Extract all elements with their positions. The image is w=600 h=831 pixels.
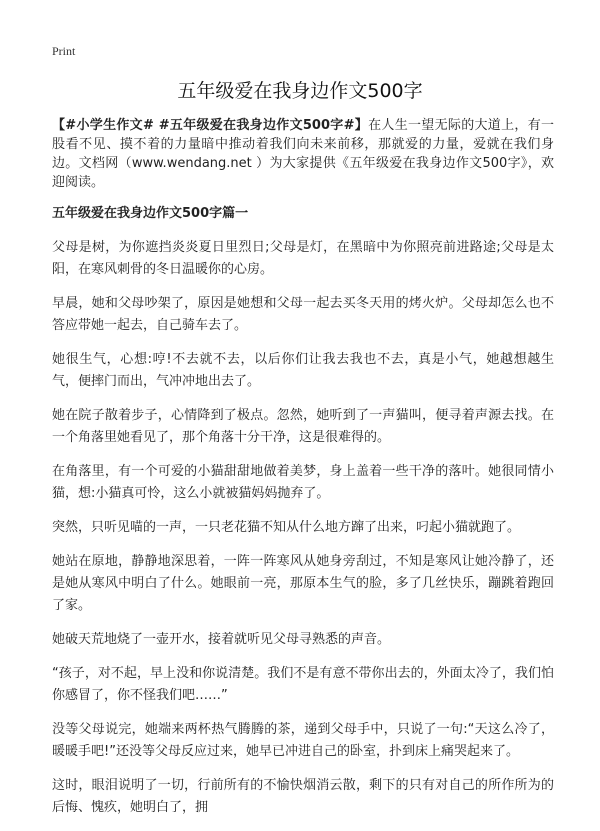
body-paragraph: 没等父母说完，她端来两杯热气腾腾的茶，递到父母手中，只说了一句:“天这么冷了，暖暖手吧!”还没等父母反应过来，她早已冲进自己的卧室，扑到床上痛哭起来了。 <box>52 722 554 759</box>
body-paragraph: 突然，只听见喵的一声，一只老花猫不知从什么地方蹿了出来，叼起小猫就跑了。 <box>52 520 521 535</box>
print-link[interactable]: Print <box>52 44 76 58</box>
section-heading: 五年级爱在我身边作文500字篇一 <box>52 206 249 221</box>
body-paragraph: 她在院子散着步子，心情降到了极点。忽然，她听到了一声猫叫，便寻着声源去找。在一个角落里她看见了，那个角落十分干净，这是很难得的。 <box>52 408 554 445</box>
body-paragraph: 早晨，她和父母吵架了，原因是她想和父母一起去买冬天用的烤火炉。父母却怎么也不答应带她一起去，自己骑车去了。 <box>52 296 554 333</box>
body-paragraph: “孩子，对不起，早上没和你说清楚。我们不是有意不带你出去的，外面太冷了，我们怕你感冒了，你不怪我们吧……” <box>52 666 554 703</box>
body-paragraph: 她很生气，心想:哼!不去就不去，以后你们让我去我也不去，真是小气，她越想越生气，便摔门而出，气冲冲地出去了。 <box>52 352 554 389</box>
body-paragraph: 这时，眼泪说明了一切，行前所有的不愉快烟消云散，剩下的只有对自己的所作所为的后悔、愧疚，她明白了，拥 <box>52 778 554 815</box>
intro-tags: 【#小学生作文# #五年级爱在我身边作文500字#】 <box>52 118 369 133</box>
document-body <box>52 116 554 831</box>
body-paragraph: 她破天荒地烧了一壶开水，接着就听见父母寻熟悉的声音。 <box>52 632 391 647</box>
document-title: 五年级爱在我身边作文500字 <box>177 80 423 102</box>
body-paragraph: 在角落里，有一个可爱的小猫甜甜地做着美梦，身上盖着一些干净的落叶。她很同情小猫，想:小猫真可怜，这么小就被猫妈妈抛弃了。 <box>52 464 554 501</box>
intro-text: 在人生一望无际的大道上，有一股看不见、摸不着的力量暗中推动着我们向未来前移，那就爱的力量，爱就在我们身边。文档网（www.wendang.net ）为大家提供《五年级爱在我身边作文500字》，欢迎阅读。 <box>52 118 554 190</box>
body-paragraph: 她站在原地，静静地深思着，一阵一阵寒风从她身旁刮过，不知是寒风让她冷静了，还是她从寒风中明白了什么。她眼前一亮，那原本生气的脸，多了几丝快乐，蹦跳着跑回了家。 <box>52 554 554 613</box>
intro-paragraph <box>52 116 554 192</box>
body-paragraph: 父母是树，为你遮挡炎炎夏日里烈日;父母是灯，在黑暗中为你照亮前进路途;父母是太阳，在寒风刺骨的冬日温暖你的心房。 <box>52 240 554 277</box>
